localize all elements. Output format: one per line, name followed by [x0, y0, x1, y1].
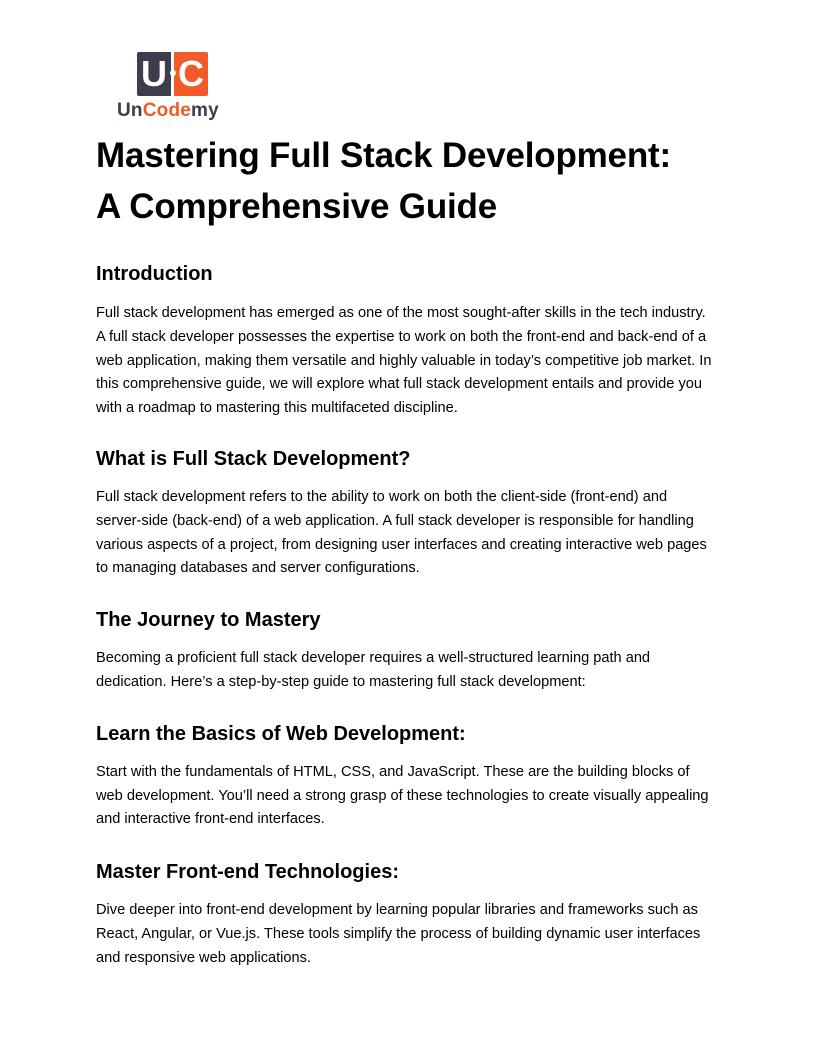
logo-word-part3: my [191, 100, 219, 121]
section-heading: What is Full Stack Development? [96, 447, 411, 470]
paragraph-line: and responsive web applications. [96, 949, 311, 966]
logo-mark-left: U [137, 52, 171, 96]
section-journey-to-mastery [96, 608, 736, 695]
section-heading: Master Front-end Technologies: [96, 861, 399, 884]
title-line-2: A Comprehensive Guide [96, 187, 497, 226]
logo-word-part1: Un [117, 100, 143, 121]
section-heading: Learn the Basics of Web Development: [96, 722, 466, 745]
section-what-is-full-stack [96, 447, 736, 581]
paragraph-line: Dive deeper into front-end development by learning popular libraries and frameworks such as [96, 902, 698, 919]
uncodemy-logo [112, 50, 242, 125]
paragraph-line: and interactive front-end interfaces. [96, 811, 325, 828]
section-paragraph [96, 761, 736, 832]
logo-mark [137, 52, 211, 96]
paragraph-line: dedication. Here’s a step-by-step guide to mastering full stack development: [96, 673, 586, 690]
section-paragraph [96, 647, 736, 695]
section-learn-basics [96, 722, 736, 832]
paragraph-line: to managing databases and server configurations. [96, 560, 420, 577]
document-title [96, 130, 736, 232]
section-paragraph [96, 899, 736, 970]
section-heading: Introduction [96, 263, 213, 285]
section-paragraph [96, 302, 736, 421]
logo-wordmark [117, 100, 219, 122]
section-introduction [96, 262, 736, 421]
section-paragraph [96, 486, 736, 581]
paragraph-line: Full stack development has emerged as one of the most sought-after skills in the tech industry. [96, 305, 706, 321]
document-content [96, 130, 736, 971]
paragraph-line: various aspects of a project, from designing user interfaces and creating interactive web pages [96, 536, 707, 553]
paragraph-line: with a roadmap to mastering this multifaceted discipline. [96, 400, 458, 417]
paragraph-line: web development. You’ll need a strong grasp of these technologies to create visually appealing [96, 787, 709, 804]
title-line-1: Mastering Full Stack Development: [96, 136, 671, 175]
paragraph-line: A full stack developer possesses the expertise to work on both the front-end and back-end of a [96, 328, 707, 345]
logo-dot [170, 70, 176, 76]
paragraph-line: web application, making them versatile and highly valuable in today’s competitive job market. In [96, 352, 712, 369]
section-master-front-end [96, 860, 736, 970]
paragraph-line: Becoming a proficient full stack developer requires a well-structured learning path and [96, 650, 651, 667]
section-heading: The Journey to Mastery [96, 609, 321, 632]
paragraph-line: Full stack development refers to the ability to work on both the client-side (front-end) and [96, 488, 668, 505]
paragraph-line: this comprehensive guide, we will explore what full stack development entails and provide you [96, 376, 702, 393]
logo-word-part2: Code [142, 100, 192, 121]
paragraph-line: React, Angular, or Vue.js. These tools simplify the process of building dynamic user interfaces [96, 925, 701, 942]
logo-mark-right: C [174, 52, 208, 96]
paragraph-line: server-side (back-end) of a web application. A full stack developer is responsible for handling [96, 512, 694, 529]
paragraph-line: Start with the fundamentals of HTML, CSS, and JavaScript. These are the building blocks of [96, 763, 690, 780]
